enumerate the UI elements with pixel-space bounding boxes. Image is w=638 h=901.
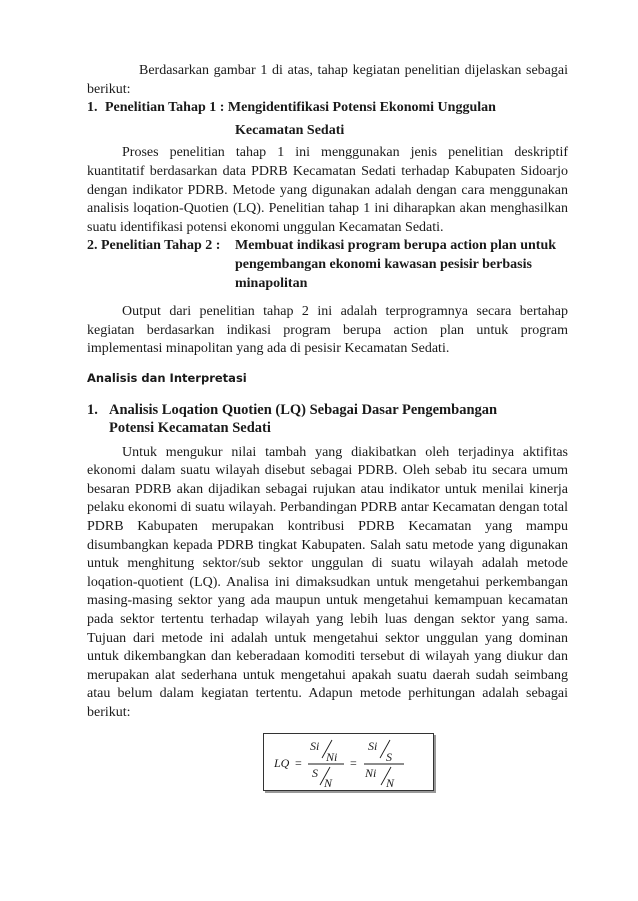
- intro-paragraph: Berdasarkan gambar 1 di atas, tahap kegiatan penelitian dijelaskan sebagai berikut:: [87, 63, 568, 97]
- f1-den-bot: N: [324, 776, 333, 790]
- formula-lhs: LQ: [274, 756, 290, 770]
- f2-num-bot: S: [386, 750, 392, 764]
- f2-den-top: Ni: [365, 766, 377, 780]
- f1-den-top: S: [312, 766, 318, 780]
- lq-formula-graphic: [264, 734, 433, 790]
- tahap2-body: Output dari penelitian tahap 2 ini adalah terprogramnya secara bertahap kegiatan berdasarkan indikasi program berupa action plan untuk program implementasi minapolitan yang ada di pesisir Kecamatan Sedati.: [87, 304, 568, 357]
- f2-num-top: Si: [368, 739, 378, 753]
- tahap1-body: Proses penelitian tahap 1 ini menggunakan jenis penelitian deskriptif kuantitatif berdasarkan data PDRB Kecamatan Sedati terhadap Kabupaten Sidoarjo dengan indikator PDRB. Metode yang digunakan adalah dengan cara menggunakan analisis loqation-Quotien (LQ). Penelitian tahap 1 ini diharapkan akan menghasilkan suatu identifikasi potensi ekonomi unggulan Kecamatan Sedati.: [87, 145, 568, 235]
- section1-body: Untuk mengukur nilai tambah yang diakibatkan oleh terjadinya aktifitas ekonomi dalam suatu wilayah disebut sebagai PDRB. Oleh sebab itu secara umum besaran PDRB akan dijadikan sebagai rujukan atau indikator untuk menilai kinerja pelaku ekonomi di suatu wilayah. Perbandingan PDRB antar Kecamatan dengan total PDRB Kabupaten merupakan kontribusi PDRB Kecamatan yang mampu disumbangkan kepada PDRB tingkat Kabupaten. Salah satu metode yang digunakan untuk menghitung sektor/sub sektor unggulan di suatu wilayah adalah metode loqation-quotient (LQ). Analisa ini dimaksudkan untuk mengetahui perkembangan masing-masing sektor yang ada maupun untuk mengetahui kemampuan kecamatan pada sektor tertentu terhadap wilayah yang lebih luas dengan sektor yang sama. Tujuan dari metode ini adalah untuk mengetahui sektor unggulan yang dominan untuk dikembangkan dan keberadaan komoditi tersebut di wilayah yang diukur dan merupakan alat sederhana untuk mengetahui apakah suatu daerah sudah seimbang atau belum dalam kegiatan tertentu. Adapun metode perhitungan adalah sebagai berikut:: [87, 444, 568, 720]
- formula-eq1: =: [295, 756, 302, 770]
- section1-heading: [87, 401, 568, 438]
- tahap2-label: 2. Penelitian Tahap 2 :: [87, 238, 221, 254]
- analisis-heading: Analisis dan Interpretasi: [87, 370, 247, 385]
- document-page: [87, 62, 568, 723]
- f1-num-top: Si: [310, 739, 320, 753]
- f2-den-bot: N: [386, 776, 395, 790]
- formula-eq2: =: [350, 756, 357, 770]
- lq-formula: [263, 733, 434, 791]
- tahap2-heading: [87, 237, 568, 293]
- section1-number: 1.: [87, 401, 98, 418]
- tahap1-number: 1.: [87, 100, 98, 116]
- tahap1-label: Penelitian Tahap 1 :: [105, 100, 225, 116]
- tahap2-title: Membuat indikasi program berupa action plan untuk pengembangan ekonomi kawasan pesisir berbasis minapolitan: [235, 238, 557, 291]
- tahap1-title-line1: Mengidentifikasi Potensi Ekonomi Unggulan: [227, 100, 496, 116]
- tahap1-heading: [87, 99, 568, 118]
- f1-num-bot: Ni: [326, 750, 338, 764]
- tahap1-title-line2: Kecamatan Sedati: [235, 122, 345, 138]
- section1-title: Analisis Loqation Quotien (LQ) Sebagai Dasar Pengembangan Potensi Kecamatan Sedati: [109, 401, 498, 437]
